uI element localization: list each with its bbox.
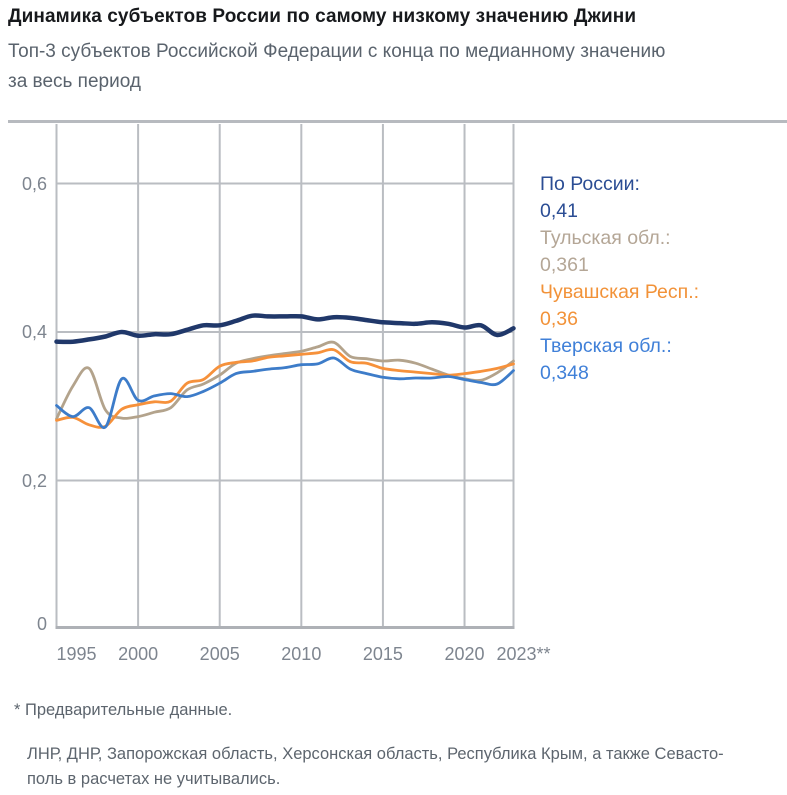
legend-label: Чувашская Респ.: <box>540 281 700 303</box>
x-axis-tick-label: 2010 <box>281 644 322 664</box>
x-axis-tick-label: 2020 <box>444 644 485 664</box>
footnote-exclusions-line-1: ЛНР, ДНР, Запорожская область, Херсонская область, Республика Крым, а также Севасто- <box>27 745 724 763</box>
footnote-preliminary: * Предварительные данные. <box>14 701 233 719</box>
footnotes <box>14 698 774 792</box>
legend-label: Тверская обл.: <box>540 335 672 357</box>
y-axis-tick-label: 0 <box>36 614 47 634</box>
x-axis-tick-label: 2005 <box>199 644 240 664</box>
legend-value: 0,41 <box>540 200 578 222</box>
legend-value: 0,36 <box>540 308 578 330</box>
legend-label: По России: <box>540 173 640 195</box>
series-line-russia <box>57 315 514 341</box>
legend-entry-tver <box>540 333 780 387</box>
y-axis-tick-label: 0,6 <box>21 173 47 194</box>
x-axis-tick-label: 2000 <box>118 644 159 664</box>
chart-legend <box>540 171 780 387</box>
legend-entry-russia <box>540 171 780 225</box>
y-axis-tick-label: 0,2 <box>21 470 47 491</box>
legend-label: Тульская обл.: <box>540 227 671 249</box>
y-axis-tick-label: 0,4 <box>21 322 47 342</box>
x-axis-tick-label: 1995 <box>56 644 97 664</box>
footnote-exclusions-line-2: поль в расчетах не учитывались. <box>27 770 281 788</box>
page-subtitle-line-2: за весь период <box>8 71 141 92</box>
series-line-chuvashia <box>57 349 514 427</box>
page-subtitle-line-1: Топ-3 субъектов Российской Федерации с конца по медианному значению <box>8 41 666 62</box>
page-subtitle <box>8 37 768 97</box>
x-axis-tick-label: 2015 <box>362 644 403 664</box>
legend-entry-chuvashia <box>540 279 780 333</box>
page-title: Динамика субъектов России по самому низкому значению Джини <box>8 6 637 27</box>
x-axis-tick-label: 2023** <box>496 644 551 664</box>
legend-value: 0,348 <box>540 362 589 384</box>
legend-value: 0,361 <box>540 254 589 276</box>
legend-entry-tula <box>540 225 780 279</box>
